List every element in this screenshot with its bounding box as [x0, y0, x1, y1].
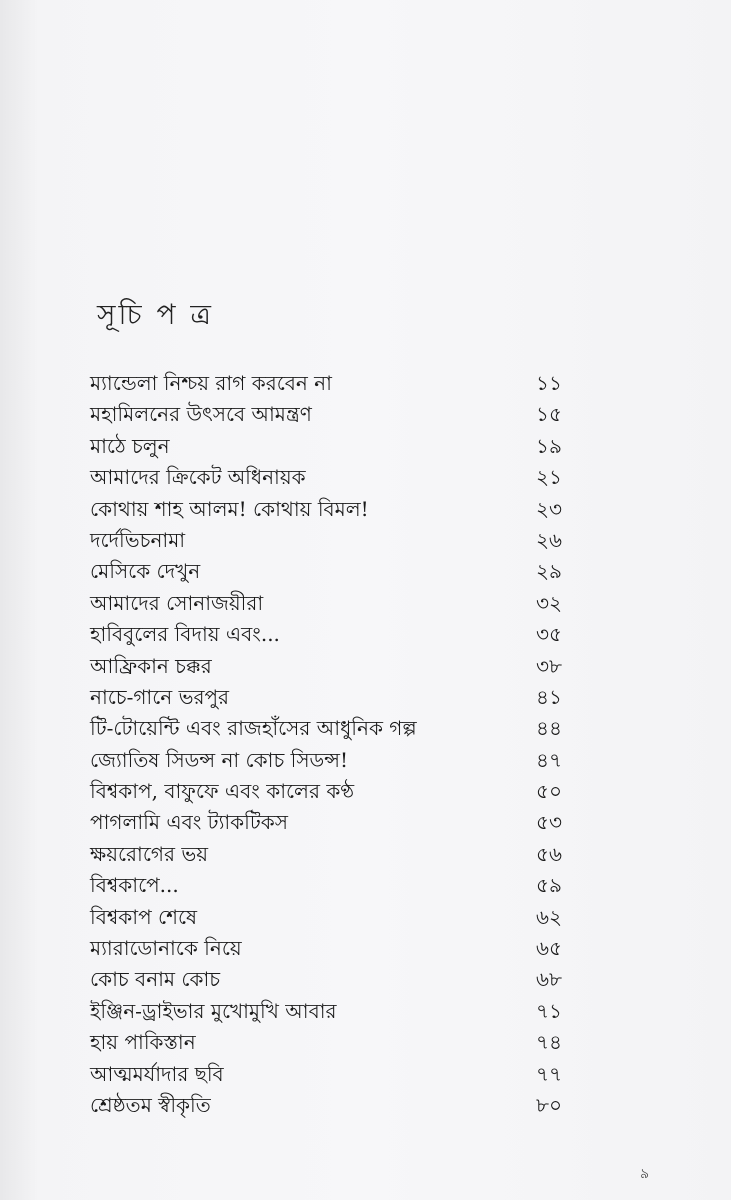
toc-entry-page: ৭৪ [536, 1030, 562, 1055]
toc-entry-page: ২৯ [536, 559, 562, 584]
toc-entry-title: ক্ষয়রোগের ভয় [90, 841, 209, 866]
toc-entry [90, 1089, 590, 1120]
toc-entry [90, 869, 590, 900]
toc-entry-page: ১৯ [536, 433, 562, 458]
toc-entry-page: ৪৭ [536, 747, 562, 772]
toc-entry-title: মহামিলনের উৎসবে আমন্ত্রণ [90, 402, 312, 427]
toc-entry-title: ইঞ্জিন-ড্রাইভার মুখোমুখি আবার [90, 998, 337, 1023]
toc-entry-page: ৬৮ [536, 967, 562, 992]
toc-entry-title: পাগলামি এবং ট্যাকটিকস [90, 810, 288, 835]
toc-entry-page: ৫০ [536, 779, 562, 804]
toc-entry-title: কোথায় শাহ আলম! কোথায় বিমল! [90, 496, 369, 521]
toc-entry-title: বিশ্বকাপ, বাফুফে এবং কালের কণ্ঠ [90, 779, 355, 804]
toc-entry [90, 587, 590, 618]
toc-entry [90, 963, 590, 994]
toc-entry [90, 1026, 590, 1057]
toc-entry-page: ১৫ [536, 402, 562, 427]
toc-entry-page: ৩৫ [536, 622, 562, 647]
toc-entry [90, 524, 590, 555]
toc-entry [90, 461, 590, 492]
toc-entry [90, 367, 590, 398]
toc-entry-title: মাঠে চলুন [90, 433, 170, 458]
toc-entry-page: ৬২ [535, 904, 562, 929]
toc-entry-title: দর্দেভিচনামা [90, 527, 186, 552]
page-number: ৯ [640, 1166, 650, 1182]
toc-entry-title: হাবিবুলের বিদায় এবং... [90, 622, 280, 647]
toc-entry-page: ৩৮ [536, 653, 562, 678]
toc-entry [90, 806, 590, 837]
toc-entry-title: আমাদের ক্রিকেট অধিনায়ক [90, 465, 306, 490]
toc-entry-page: ৭১ [536, 998, 562, 1023]
toc-entry-title: মেসিকে দেখুন [90, 559, 201, 584]
toc-entry-title: টি-টোয়েন্টি এবং রাজহাঁসের আধুনিক গল্প [90, 716, 417, 741]
toc-entry [90, 775, 590, 806]
toc-entry-title: আফ্রিকান চক্কর [90, 653, 212, 678]
toc-entry-title: জ্যোতিষ সিডন্স না কোচ সিডন্স! [90, 747, 349, 772]
toc-entry-page: ৫৬ [536, 841, 562, 866]
toc-entry-page: ৩২ [535, 590, 562, 615]
toc-entry-title: বিশ্বকাপে... [90, 873, 179, 898]
toc-list [90, 367, 590, 1120]
toc-entry-page: ৬৫ [536, 936, 562, 961]
toc-entry-page: ৪১ [536, 684, 562, 709]
toc-entry [90, 681, 590, 712]
page-gutter-shadow [0, 0, 40, 1200]
toc-entry [90, 1058, 590, 1089]
toc-entry-page: ৮০ [536, 1092, 562, 1117]
toc-entry-title: কোচ বনাম কোচ [90, 967, 221, 992]
toc-entry-page: ২৩ [535, 496, 562, 521]
toc-entry [90, 493, 590, 524]
toc-entry [90, 838, 590, 869]
toc-entry-title: নাচে-গানে ভরপুর [90, 684, 230, 709]
toc-entry-page: ২১ [536, 465, 562, 490]
toc-entry [90, 995, 590, 1026]
toc-entry-page: ৪৪ [536, 716, 562, 741]
toc-entry-page: ৭৭ [535, 1061, 562, 1086]
toc-entry-title: আত্মমর্যাদার ছবি [90, 1061, 224, 1086]
toc-entry-page: ২৬ [535, 527, 562, 552]
toc-entry [90, 712, 590, 743]
toc-entry [90, 430, 590, 461]
toc-entry-title: বিশ্বকাপ শেষে [90, 904, 198, 929]
toc-entry [90, 555, 590, 586]
toc-heading: সূচি প ত্র [97, 298, 214, 331]
toc-entry [90, 618, 590, 649]
toc-entry-page: ৫৩ [536, 810, 562, 835]
toc-entry [90, 744, 590, 775]
toc-entry-page: ১১ [536, 371, 562, 395]
toc-entry-title: শ্রেষ্ঠতম স্বীকৃতি [90, 1092, 211, 1117]
toc-entry [90, 650, 590, 681]
toc-entry-title: ম্যারাডোনাকে নিয়ে [90, 936, 242, 961]
toc-entry-title: ম্যান্ডেলা নিশ্চয় রাগ করবেন না [90, 371, 332, 395]
toc-entry-page: ৫৯ [536, 873, 562, 898]
toc-entry-title: আমাদের সোনাজয়ীরা [90, 590, 264, 615]
toc-entry [90, 932, 590, 963]
toc-entry [90, 398, 590, 429]
toc-entry-title: হায় পাকিস্তান [90, 1030, 196, 1055]
toc-entry [90, 901, 590, 932]
